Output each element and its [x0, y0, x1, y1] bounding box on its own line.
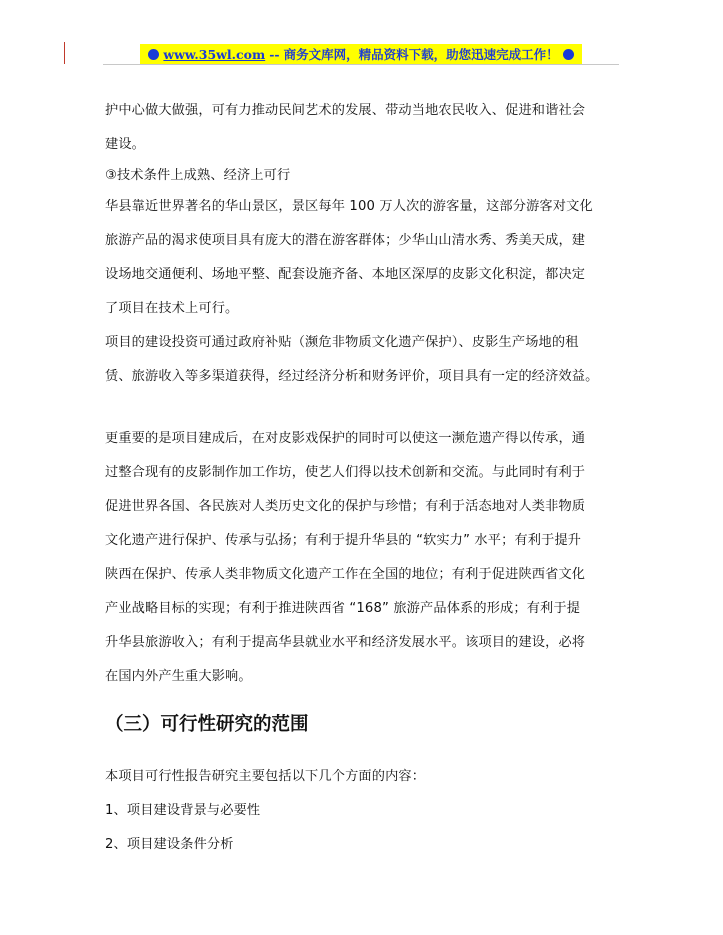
text-line: 项目的建设投资可通过政府补贴（濒危非物质文化遗产保护）、皮影生产场地的租	[105, 335, 579, 350]
text-line: 旅游产品的渴求使项目具有庞大的潜在游客群体；少华山山清水秀、秀美天成，建	[105, 233, 586, 248]
bullet-dot-icon	[148, 49, 159, 60]
text-line: 设场地交通便利、场地平整、配套设施齐备、本地区深厚的皮影文化积淀，都决定	[105, 267, 586, 282]
scope-intro: 本项目可行性报告研究主要包括以下几个方面的内容：	[105, 769, 426, 784]
text-line: 文化遗产进行保护、传承与弘扬；有利于提升华县的 “软实力” 水平；有利于提升	[105, 533, 582, 548]
text-line: 陕西在保护、传承人类非物质文化遗产工作在全国的地位；有利于促进陕西省文化	[105, 567, 586, 582]
paragraph-investment	[105, 326, 617, 394]
text-line: 促进世界各国、各民族对人类历史文化的保护与珍惜；有利于活态地对人类非物质	[105, 499, 586, 514]
document-body	[105, 94, 617, 862]
text-line: 护中心做大做强，可有力推动民间艺术的发展、带动当地农民收入、促进和谐社会	[105, 103, 586, 118]
text-line: 赁、旅游收入等多渠道获得，经过经济分析和财务评价，项目具有一定的经济效益。	[105, 369, 599, 384]
header-banner[interactable]	[140, 44, 582, 64]
header-url-link[interactable]: www.35wl.com	[163, 46, 266, 62]
margin-marker	[64, 42, 65, 64]
paragraph-significance	[105, 422, 617, 694]
header-tagline: 商务文库网，精品资料下载，助您迅速完成工作！	[283, 47, 559, 62]
text-line: 建设。	[105, 137, 146, 152]
text-line: 华县靠近世界著名的华山景区，景区每年 100 万人次的游客量，这部分游客对文化	[105, 199, 593, 214]
text-line: 升华县旅游收入；有利于提高华县就业水平和经济发展水平。该项目的建设，必将	[105, 635, 586, 650]
text-line: 更重要的是项目建成后，在对皮影戏保护的同时可以使这一濒危遗产得以传承，通	[105, 431, 586, 446]
bullet-dot-icon	[563, 49, 574, 60]
text-line: 过整合现有的皮影制作加工作坊，使艺人们得以技术创新和交流。与此同时有利于	[105, 465, 586, 480]
section-heading: （三）可行性研究的范围	[105, 714, 309, 735]
paragraph-gap	[105, 394, 617, 422]
text-line: 在国内外产生重大影响。	[105, 669, 252, 684]
text-line: 了项目在技术上可行。	[105, 301, 239, 316]
header-divider	[103, 64, 619, 65]
subsection-title: ③技术条件上成熟、经济上可行	[105, 168, 291, 183]
scope-item: 2、项目建设条件分析	[105, 837, 234, 852]
paragraph-continuation	[105, 94, 617, 162]
text-line: 产业战略目标的实现；有利于推进陕西省 “168” 旅游产品体系的形成；有利于提	[105, 601, 581, 616]
header-separator: --	[269, 46, 280, 62]
paragraph-tourism	[105, 190, 617, 326]
scope-item: 1、项目建设背景与必要性	[105, 803, 261, 818]
